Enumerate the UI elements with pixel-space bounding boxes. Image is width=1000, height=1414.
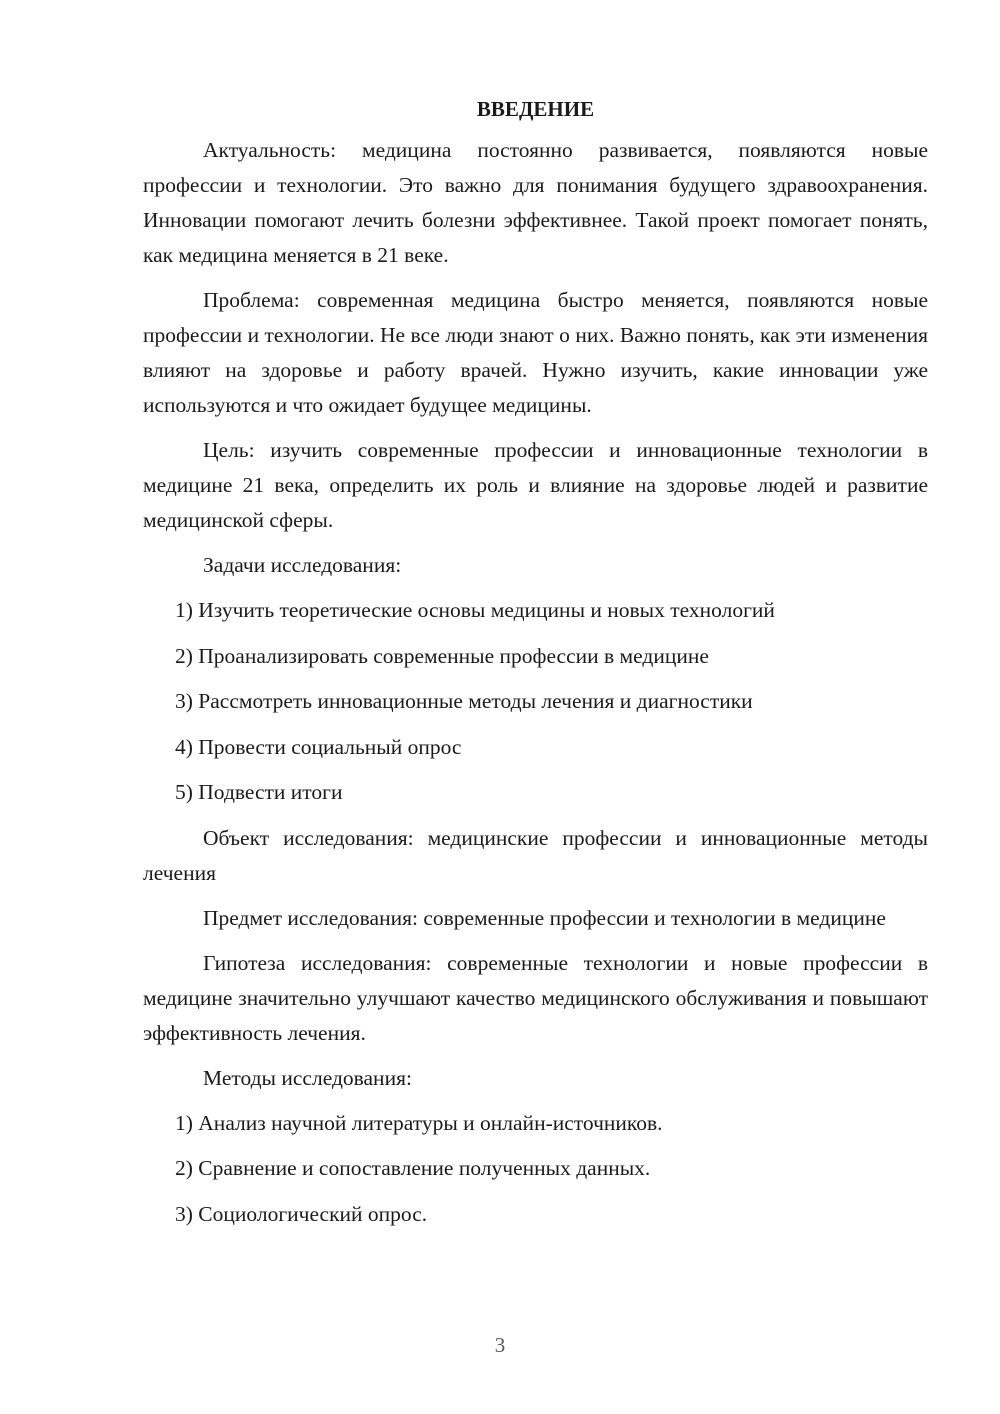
list-item: 1) Анализ научной литературы и онлайн-источников. [175, 1110, 663, 1135]
list-item: 5) Подвести итоги [175, 780, 343, 804]
object-paragraph: Объект исследования: медицинские профессии и инновационные методы лечения [143, 825, 928, 885]
relevance-paragraph: Актуальность: медицина постоянно развивается, появляются новые профессии и технологии. Это важно для понимания будущего здравоохранения. Инновации помогают лечить болезни эффективнее. Такой проект помогает понять, как медицина меняется в 21 веке. [143, 138, 928, 267]
tasks-list [143, 593, 928, 810]
hypothesis-paragraph: Гипотеза исследования: современные технологии и новые профессии в медицине значительно улучшают качество медицинского обслуживания и повышают эффективность лечения. [143, 950, 928, 1045]
tasks-heading: Задачи исследования: [203, 553, 402, 577]
methods-heading: Методы исследования: [203, 1065, 412, 1090]
list-item: 2) Сравнение и сопоставление полученных данных. [175, 1156, 651, 1180]
list-item: 4) Провести социальный опрос [175, 734, 462, 759]
methods-list [143, 1106, 928, 1232]
section-title: ВВЕДЕНИЕ [476, 97, 595, 121]
page-number: 3 [494, 1333, 506, 1357]
list-item: 3) Социологический опрос. [175, 1201, 428, 1226]
subject-paragraph: Предмет исследования: современные профессии и технологии в медицине [203, 905, 886, 930]
goal-paragraph: Цель: изучить современные профессии и инновационные технологии в медицине 21 века, определить их роль и влияние на здоровье людей и развитие медицинской сферы. [143, 438, 928, 532]
list-item: 3) Рассмотреть инновационные методы лечения и диагностики [175, 689, 753, 713]
document-page [143, 92, 928, 1242]
problem-paragraph: Проблема: современная медицина быстро меняется, появляются новые профессии и технологии. Не все люди знают о них. Важно понять, как эти изменения влияют на здоровье и работу врачей. Нужно изучить, какие инновации уже используются и что ожидает будущее медицины. [143, 288, 928, 417]
list-item: 2) Проанализировать современные профессии в медицине [175, 643, 709, 668]
list-item: 1) Изучить теоретические основы медицины и новых технологий [175, 598, 775, 622]
